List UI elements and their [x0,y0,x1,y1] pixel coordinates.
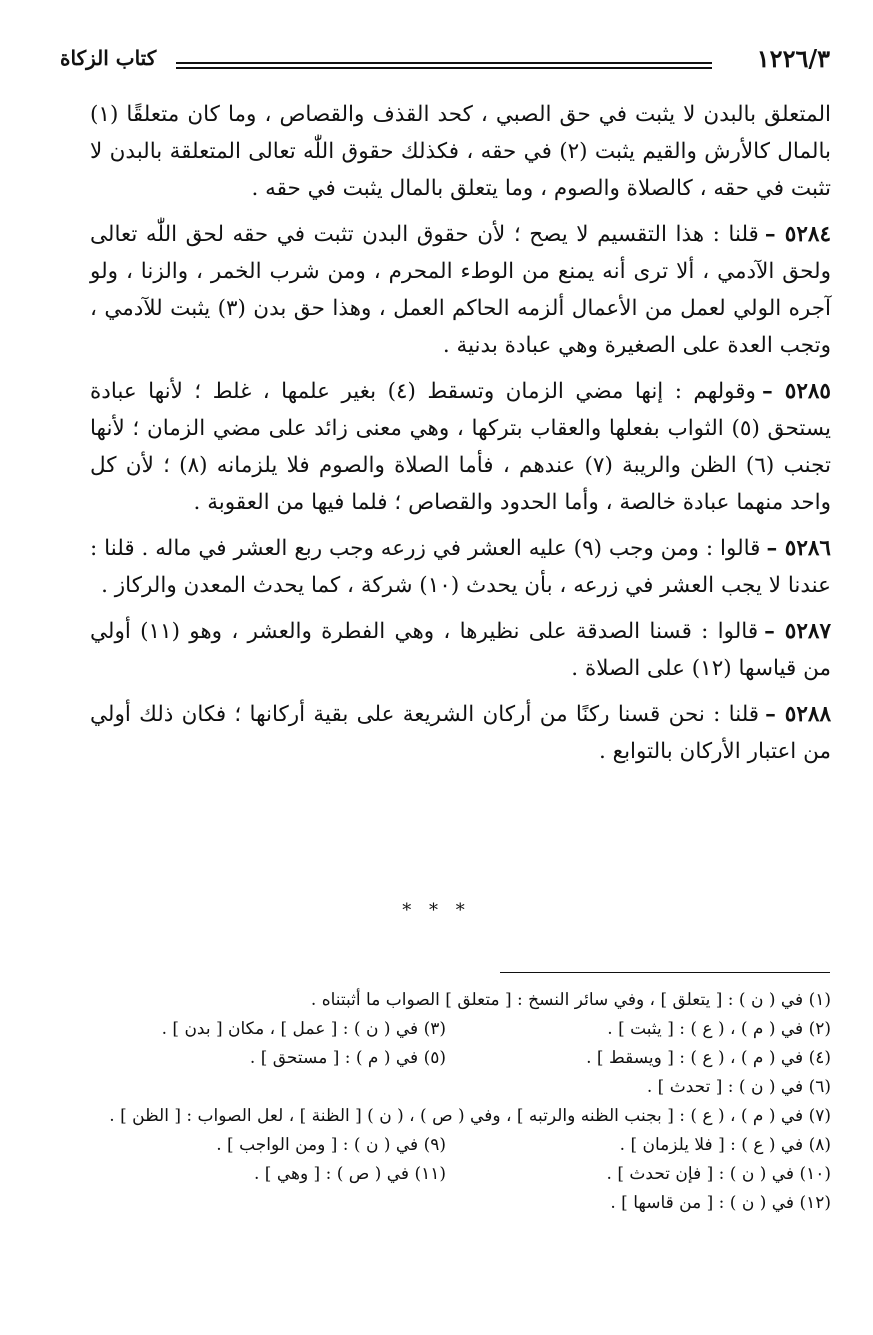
page-number: ١٢٢٦/٣ [756,44,830,73]
paragraph-text: وقولهم : إنها مضي الزمان وتسقط (٤) بغير علمها ، غلط ؛ لأنها عبادة يستحق (٥) الثواب بفعلها والعقاب بتركها ، وهي معنى زائد على مضي الزمان ؛ لأنها تجنب (٦) الظن والريبة (٧) عندهم ، فأما الصلاة والصوم فلا يلزمانه (٨) ؛ لأن كل واحد منهما عبادة خالصة ، وأما الحدود والقصاص ؛ فلما فيها من العقوبة . [90,379,831,515]
footnote: (٩) في ( ن ) : [ ومن الواجب ] . [216,1135,446,1155]
footnote-row [86,1015,831,1044]
footnote: (٥) في ( م ) : [ مستحق ] . [249,1048,446,1068]
paragraph-text: قالوا : قسنا الصدقة على نظيرها ، وهي الفطرة والعشر ، وهو (١١) أولي من قياسها (١٢) على الصلاة . [90,619,831,681]
footnote: (٦) في ( ن ) : [ تحدث ] . [646,1077,831,1097]
book-title: كتاب الزكاة [60,46,157,70]
paragraph [90,696,831,770]
footnote-row [86,1044,831,1073]
paragraph [90,613,831,687]
footnote: (٢) في ( م ) ، ( ع ) : [ يثبت ] . [607,1019,831,1039]
footnote-row [86,1102,831,1131]
footnote-rule [500,972,830,973]
footnotes [86,986,831,1218]
footnote: (١) في ( ن ) : [ يتعلق ] ، وفي سائر النسخ : [ متعلق ] الصواب ما أثبتناه . [310,990,831,1010]
footnote: (١٢) في ( ن ) : [ من قاسها ] . [610,1193,831,1213]
section-separator: * * * [402,900,471,921]
paragraph-text: قلنا : هذا التقسيم لا يصح ؛ لأن حقوق البدن تثبت في حقه لحق اللّٰه تعالى ولحق الآدمي ، ألا ترى أنه يمنع من الوطء المحرم ، ومن شرب الخمر ، والزنا ، ولو آجره الولي لعمل من الأعمال ألزمه الحاكم العمل ، وهذا حق بدن (٣) يثبت للآدمي ، وتجب العدة على الصغيرة وهي عبادة بدنية . [90,222,832,358]
header-rule [176,67,712,69]
footnote-row [86,1189,831,1218]
footnote: (١١) في ( ص ) : [ وهي ] . [253,1164,446,1184]
paragraph-text: قلنا : نحن قسنا ركنًا من أركان الشريعة على بقية أركانها ؛ فكان ذلك أولي من اعتبار الأركان بالتوابع . [90,702,831,764]
paragraph [90,216,831,364]
paragraph [90,96,831,207]
paragraph-number: ٥٢٨٦ – [766,536,831,561]
footnote-row [86,986,831,1015]
paragraph-text: قالوا : ومن وجب (٩) عليه العشر في زرعه وجب ربع العشر في ماله . قلنا : عندنا لا يجب العشر في زرعه ، بأن يحدث (١٠) شركة ، كما يحدث المعدن والركاز . [90,536,831,598]
footnote: (١٠) في ( ن ) : [ فإن تحدث ] . [606,1164,831,1184]
paragraph [90,373,831,521]
main-text [90,96,831,779]
footnote: (٨) في ( ع ) : [ فلا يلزمان ] . [619,1135,831,1155]
footnote-row [86,1073,831,1102]
paragraph-number: ٥٢٨٨ – [765,702,831,727]
paragraph-number: ٥٢٨٥ – [761,379,831,404]
page-header [60,40,830,80]
footnote: (٤) في ( م ) ، ( ع ) : [ ويسقط ] . [586,1048,831,1068]
paragraph-number: ٥٢٨٧ – [764,619,831,644]
footnote-row [86,1160,831,1189]
header-rule [176,62,712,64]
paragraph [90,530,831,604]
paragraph-text: المتعلق بالبدن لا يثبت في حق الصبي ، كحد القذف والقصاص ، وما كان متعلقًا (١) بالمال كالأرش والقيم يثبت (٢) في حقه ، فكذلك حقوق اللّٰه تعالى المتعلقة بالبدن لا تثبت في حقه ، كالصلاة والصوم ، وما يتعلق بالمال يثبت في حقه . [90,102,831,201]
footnote-row [86,1131,831,1160]
footnote: (٧) في ( م ) ، ( ع ) : [ بجنب الظنه والرتبه ] ، وفي ( ص ) ، ( ن ) [ الظنة ] ، لعل الصواب : [ الظن ] . [109,1106,831,1126]
footnote: (٣) في ( ن ) : [ عمل ] ، مكان [ بدن ] . [161,1019,446,1039]
paragraph-number: ٥٢٨٤ – [764,222,831,247]
